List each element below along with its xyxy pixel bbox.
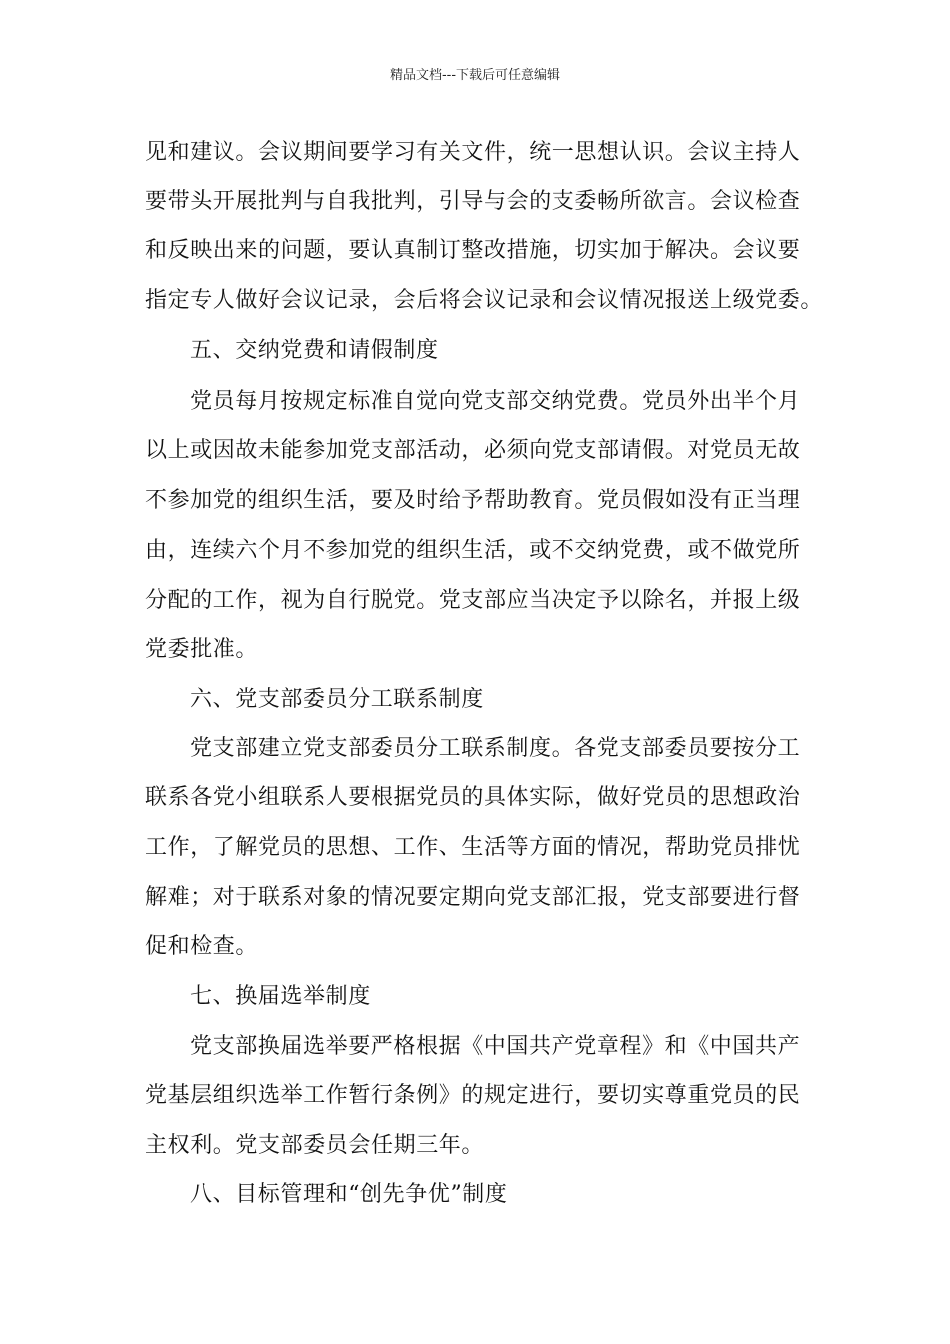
section-heading: 六、党支部委员分工联系制度 — [190, 687, 484, 712]
body-line: 要带头开展批判与自我批判，引导与会的支委畅所欲言。会议检查 — [145, 189, 801, 214]
body-line: 不参加党的组织生活，要及时给予帮助教育。党员假如没有正当理 — [145, 488, 801, 513]
body-line: 指定专人做好会议记录，会后将会议记录和会议情况报送上级党委。 — [145, 288, 824, 313]
body-line: 工作，了解党员的思想、工作、生活等方面的情况，帮助党员排忧 — [145, 835, 801, 860]
body-line: 以上或因故未能参加党支部活动，必须向党支部请假。对党员无故 — [145, 438, 801, 463]
body-line: 主权利。党支部委员会任期三年。 — [145, 1133, 485, 1158]
body-line: 党基层组织选举工作暂行条例》的规定进行，要切实尊重党员的民 — [145, 1083, 801, 1108]
section-heading: 五、交纳党费和请假制度 — [190, 338, 439, 363]
body-line: 促和检查。 — [145, 934, 259, 959]
body-line: 和反映出来的问题，要认真制订整改措施，切实加于解决。会议要 — [145, 238, 801, 263]
body-line: 党支部换届选举要严格根据《中国共产党章程》和《中国共产 — [190, 1034, 801, 1059]
body-line: 解难；对于联系对象的情况要定期向党支部汇报，党支部要进行督 — [145, 885, 801, 910]
body-line: 党员每月按规定标准自觉向党支部交纳党费。党员外出半个月 — [190, 389, 801, 414]
body-line: 党委批准。 — [145, 637, 259, 662]
body-line: 联系各党小组联系人要根据党员的具体实际，做好党员的思想政治 — [145, 785, 801, 810]
body-line: 见和建议。会议期间要学习有关文件，统一思想认识。会议主持人 — [145, 140, 801, 165]
body-line: 由，连续六个月不参加党的组织生活，或不交纳党费，或不做党所 — [145, 538, 801, 563]
body-line: 党支部建立党支部委员分工联系制度。各党支部委员要按分工 — [190, 736, 801, 761]
section-heading: 七、换届选举制度 — [190, 984, 371, 1009]
body-line: 分配的工作，视为自行脱党。党支部应当决定予以除名，并报上级 — [145, 588, 801, 613]
page-header: 精品文档---下载后可任意编辑 — [389, 68, 561, 83]
section-heading: 八、目标管理和“创先争优”制度 — [190, 1182, 508, 1207]
